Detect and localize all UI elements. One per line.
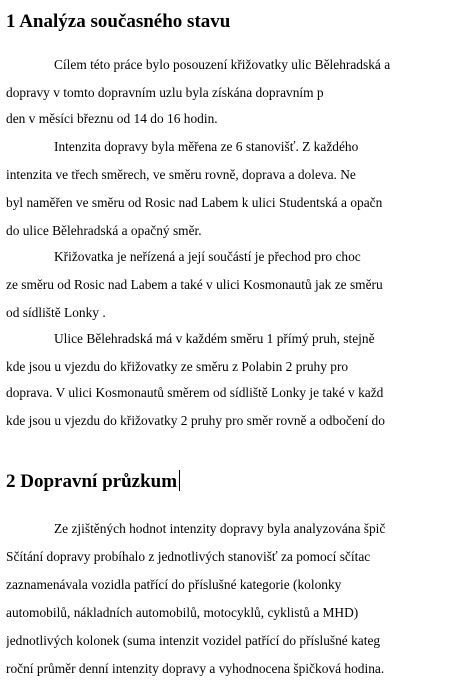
paragraph-line: doprava. V ulici Kosmonautů směrem od sídliště Lonky je také v každ bbox=[6, 385, 384, 400]
paragraph-line: automobilů, nákladních automobilů, motocyklů, cyklistů a MHD) bbox=[6, 605, 359, 620]
paragraph-line: Křižovatka je neřízená a její součástí je přechod pro choc bbox=[54, 249, 361, 264]
paragraph-line: Cílem této práce bylo posouzení křižovatky ulic Bělehradská a bbox=[54, 57, 391, 72]
paragraph-line: Ulice Bělehradská má v každém směru 1 přímý pruh, stejně bbox=[54, 331, 375, 346]
paragraph-line: Ze zjištěných hodnot intenzity dopravy byla analyzována špič bbox=[54, 521, 386, 536]
paragraph-line: Sčítání dopravy probíhalo z jednotlivých stanovišť za pomocí sčítac bbox=[6, 549, 371, 564]
paragraph-line: jednotlivých kolonek (suma intenzit vozidel patřící do příslušné kateg bbox=[6, 633, 381, 648]
paragraph-line: intenzita ve třech směrech, ve směru rovně, doprava a doleva. Ne bbox=[6, 167, 356, 182]
section-2-heading bbox=[6, 470, 180, 493]
paragraph-line: ze směru od Rosic nad Labem a také v ulici Kosmonautů jak ze směru bbox=[6, 277, 383, 292]
section-2-heading-text: 2 Dopravní průzkum bbox=[6, 471, 178, 492]
paragraph-line: zaznamenávala vozidla patřící do příslušné kategorie (kolonky bbox=[6, 577, 342, 592]
paragraph-line: do ulice Bělehradská a opačný směr. bbox=[6, 223, 202, 238]
section-1-heading: 1 Analýza současného stavu bbox=[6, 11, 231, 32]
paragraph-line: od sídliště Lonky . bbox=[6, 305, 106, 320]
paragraph-line: Intenzita dopravy byla měřena ze 6 stanovišť. Z každého bbox=[54, 139, 359, 154]
paragraph-line: kde jsou u vjezdu do křižovatky 2 pruhy pro směr rovně a odbočení do bbox=[6, 413, 385, 428]
paragraph-line: dopravy v tomto dopravním uzlu byla získána dopravním p bbox=[6, 85, 324, 100]
text-cursor bbox=[179, 470, 180, 491]
paragraph-line: den v měsíci březnu od 14 do 16 hodin. bbox=[6, 111, 218, 126]
paragraph-line: kde jsou u vjezdu do křižovatky ze směru z Polabin 2 pruhy pro bbox=[6, 359, 349, 374]
paragraph-line: roční průměr denní intenzity dopravy a vyhodnocena špičková hodina. bbox=[6, 661, 385, 676]
paragraph-line: byl naměřen ve směru od Rosic nad Labem k ulici Studentská a opačn bbox=[6, 195, 383, 210]
